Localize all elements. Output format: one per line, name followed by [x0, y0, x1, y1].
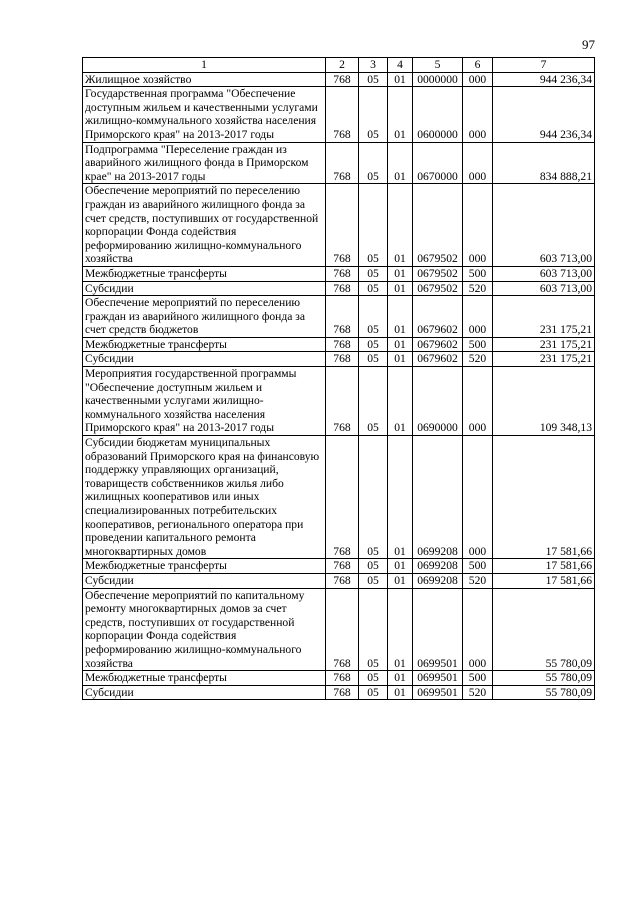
table-row: [83, 337, 595, 352]
expense-type-code: 500: [463, 337, 493, 352]
table-row: [83, 296, 595, 338]
target-article-code: 0679602: [413, 352, 463, 367]
subsection-code: 01: [388, 72, 413, 87]
expense-type-code: 520: [463, 573, 493, 588]
table-row: [83, 352, 595, 367]
target-article-code: 0000000: [413, 72, 463, 87]
column-header: 4: [388, 58, 413, 73]
amount: 603 713,00: [493, 184, 595, 267]
ministry-code: 768: [326, 184, 359, 267]
table-row: [83, 436, 595, 559]
expense-type-code: 000: [463, 87, 493, 142]
ministry-code: 768: [326, 685, 359, 700]
ministry-code: 768: [326, 352, 359, 367]
column-header: 6: [463, 58, 493, 73]
row-name: Обеспечение мероприятий по капитальному ремонту многоквартирных домов за счет средств, поступивших от государственной корпорации Фонда содействия реформированию жилищно-коммунального хозяйства: [83, 588, 326, 671]
ministry-code: 768: [326, 266, 359, 281]
row-name: Субсидии: [83, 281, 326, 296]
table-body: [83, 72, 595, 700]
table-row: [83, 573, 595, 588]
row-name: Межбюджетные трансферты: [83, 337, 326, 352]
page-number: 97: [582, 37, 595, 52]
row-name: Субсидии: [83, 573, 326, 588]
subsection-code: 01: [388, 337, 413, 352]
subsection-code: 01: [388, 266, 413, 281]
ministry-code: 768: [326, 588, 359, 671]
target-article-code: 0679502: [413, 266, 463, 281]
table-row: [83, 685, 595, 700]
target-article-code: 0679502: [413, 184, 463, 267]
section-code: 05: [359, 588, 388, 671]
budget-table: [82, 57, 595, 700]
row-name: Жилищное хозяйство: [83, 72, 326, 87]
section-code: 05: [359, 352, 388, 367]
ministry-code: 768: [326, 296, 359, 338]
subsection-code: 01: [388, 352, 413, 367]
section-code: 05: [359, 142, 388, 184]
row-name: Подпрограмма "Переселение граждан из аварийного жилищного фонда в Приморском крае" на 2013-2017 годы: [83, 142, 326, 184]
subsection-code: 01: [388, 184, 413, 267]
row-name: Субсидии: [83, 685, 326, 700]
expense-type-code: 000: [463, 142, 493, 184]
table-row: [83, 87, 595, 142]
target-article-code: 0699501: [413, 685, 463, 700]
expense-type-code: 500: [463, 671, 493, 686]
table-row: [83, 367, 595, 436]
amount: 17 581,66: [493, 573, 595, 588]
row-name: Мероприятия государственной программы "Обеспечение доступным жильем и качественными услугами жилищно-коммунального хозяйства населения Приморского края" на 2013-2017 годы: [83, 367, 326, 436]
section-code: 05: [359, 559, 388, 574]
subsection-code: 01: [388, 573, 413, 588]
expense-type-code: 000: [463, 588, 493, 671]
amount: 55 780,09: [493, 671, 595, 686]
amount: 17 581,66: [493, 436, 595, 559]
row-name: Обеспечение мероприятий по переселению граждан из аварийного жилищного фонда за счет средств, поступивших от государственной корпорации Фонда содействия реформированию жилищно-коммунального хозяйства: [83, 184, 326, 267]
ministry-code: 768: [326, 436, 359, 559]
row-name: Государственная программа "Обеспечение доступным жильем и качественными услугами жилищно-коммунального хозяйства населения Приморского края" на 2013-2017 годы: [83, 87, 326, 142]
row-name: Межбюджетные трансферты: [83, 266, 326, 281]
table-row: [83, 184, 595, 267]
subsection-code: 01: [388, 296, 413, 338]
table-row: [83, 142, 595, 184]
expense-type-code: 500: [463, 559, 493, 574]
section-code: 05: [359, 266, 388, 281]
table-row: [83, 588, 595, 671]
amount: 231 175,21: [493, 296, 595, 338]
amount: 109 348,13: [493, 367, 595, 436]
target-article-code: 0699208: [413, 436, 463, 559]
expense-type-code: 000: [463, 367, 493, 436]
expense-type-code: 000: [463, 72, 493, 87]
target-article-code: 0699501: [413, 671, 463, 686]
ministry-code: 768: [326, 87, 359, 142]
table-row: [83, 281, 595, 296]
expense-type-code: 520: [463, 281, 493, 296]
subsection-code: 01: [388, 671, 413, 686]
amount: 231 175,21: [493, 352, 595, 367]
amount: 55 780,09: [493, 588, 595, 671]
target-article-code: 0699501: [413, 588, 463, 671]
subsection-code: 01: [388, 685, 413, 700]
section-code: 05: [359, 671, 388, 686]
ministry-code: 768: [326, 367, 359, 436]
subsection-code: 01: [388, 436, 413, 559]
target-article-code: 0670000: [413, 142, 463, 184]
section-code: 05: [359, 296, 388, 338]
column-numbers-row: [83, 58, 595, 73]
ministry-code: 768: [326, 671, 359, 686]
section-code: 05: [359, 367, 388, 436]
section-code: 05: [359, 573, 388, 588]
subsection-code: 01: [388, 142, 413, 184]
ministry-code: 768: [326, 142, 359, 184]
subsection-code: 01: [388, 559, 413, 574]
amount: 603 713,00: [493, 266, 595, 281]
amount: 944 236,34: [493, 87, 595, 142]
column-header: 5: [413, 58, 463, 73]
target-article-code: 0690000: [413, 367, 463, 436]
section-code: 05: [359, 685, 388, 700]
section-code: 05: [359, 87, 388, 142]
table-row: [83, 559, 595, 574]
ministry-code: 768: [326, 337, 359, 352]
amount: 17 581,66: [493, 559, 595, 574]
table-row: [83, 266, 595, 281]
amount: 944 236,34: [493, 72, 595, 87]
column-header: 2: [326, 58, 359, 73]
expense-type-code: 000: [463, 436, 493, 559]
subsection-code: 01: [388, 367, 413, 436]
amount: 231 175,21: [493, 337, 595, 352]
row-name: Обеспечение мероприятий по переселению граждан из аварийного жилищного фонда за счет средств бюджетов: [83, 296, 326, 338]
column-header: 7: [493, 58, 595, 73]
amount: 603 713,00: [493, 281, 595, 296]
table-row: [83, 72, 595, 87]
expense-type-code: 000: [463, 296, 493, 338]
section-code: 05: [359, 337, 388, 352]
row-name: Субсидии бюджетам муниципальных образований Приморского края на финансовую поддержку управляющих организаций, товариществ собственников жилья либо жилищных кооперативов или иных специализированных потребительских кооперативов, регионального оператора при проведении капитального ремонта многоквартирных домов: [83, 436, 326, 559]
ministry-code: 768: [326, 281, 359, 296]
subsection-code: 01: [388, 87, 413, 142]
section-code: 05: [359, 184, 388, 267]
section-code: 05: [359, 436, 388, 559]
section-code: 05: [359, 72, 388, 87]
expense-type-code: 520: [463, 352, 493, 367]
target-article-code: 0679502: [413, 281, 463, 296]
row-name: Межбюджетные трансферты: [83, 671, 326, 686]
column-header: 1: [83, 58, 326, 73]
row-name: Межбюджетные трансферты: [83, 559, 326, 574]
target-article-code: 0679602: [413, 296, 463, 338]
amount: 55 780,09: [493, 685, 595, 700]
expense-type-code: 500: [463, 266, 493, 281]
subsection-code: 01: [388, 281, 413, 296]
expense-type-code: 520: [463, 685, 493, 700]
target-article-code: 0699208: [413, 559, 463, 574]
target-article-code: 0600000: [413, 87, 463, 142]
ministry-code: 768: [326, 573, 359, 588]
row-name: Субсидии: [83, 352, 326, 367]
expense-type-code: 000: [463, 184, 493, 267]
ministry-code: 768: [326, 559, 359, 574]
target-article-code: 0699208: [413, 573, 463, 588]
column-header: 3: [359, 58, 388, 73]
ministry-code: 768: [326, 72, 359, 87]
table-row: [83, 671, 595, 686]
target-article-code: 0679602: [413, 337, 463, 352]
amount: 834 888,21: [493, 142, 595, 184]
section-code: 05: [359, 281, 388, 296]
subsection-code: 01: [388, 588, 413, 671]
